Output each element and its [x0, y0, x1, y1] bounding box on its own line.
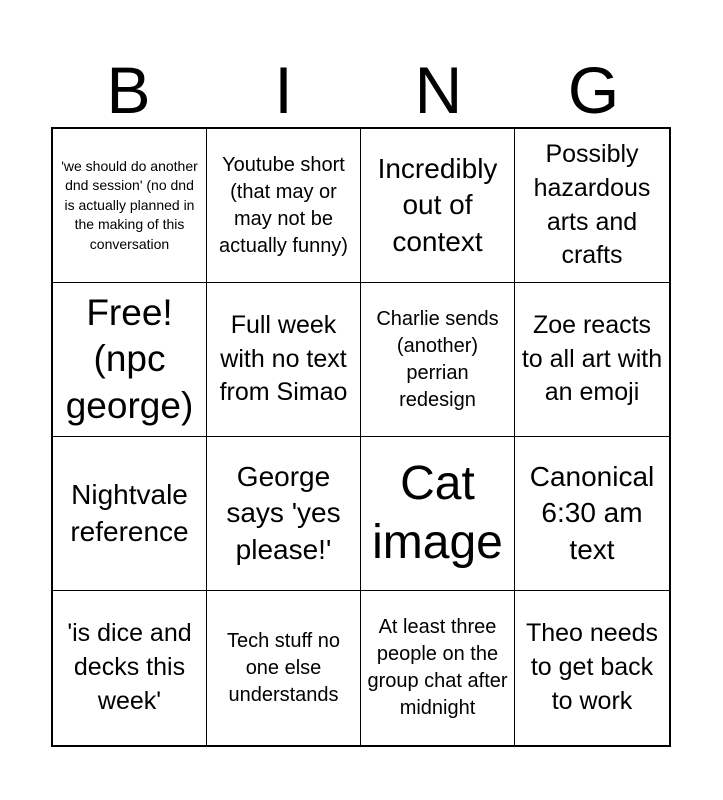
bingo-cell-r3c3[interactable]: Cat image — [361, 437, 515, 591]
bingo-cell-r4c2[interactable]: Tech stuff no one else understands — [207, 591, 361, 745]
bingo-cell-r2c3[interactable]: Charlie sends (another) perrian redesign — [361, 283, 515, 437]
bingo-cell-r3c4[interactable]: Canonical 6:30 am text — [515, 437, 669, 591]
header-letter-g: G — [567, 53, 620, 127]
header-letter-i: I — [274, 53, 293, 127]
bingo-cell-r3c2[interactable]: George says 'yes please!' — [207, 437, 361, 591]
header-letter-n: N — [414, 53, 463, 127]
bingo-cell-r1c2[interactable]: Youtube short (that may or may not be actually funny) — [207, 129, 361, 283]
bingo-cell-r2c1[interactable]: Free! (npc george) — [53, 283, 207, 437]
header-letter-b: B — [106, 53, 151, 127]
bingo-cell-r3c1[interactable]: Nightvale reference — [53, 437, 207, 591]
bingo-board — [51, 127, 671, 747]
bingo-header — [51, 52, 671, 128]
bingo-cell-r2c4[interactable]: Zoe reacts to all art with an emoji — [515, 283, 669, 437]
bingo-cell-r4c1[interactable]: 'is dice and decks this week' — [53, 591, 207, 745]
bingo-cell-r1c1[interactable]: 'we should do another dnd session' (no dnd is actually planned in the making of this conversation — [53, 129, 207, 283]
bingo-cell-r4c4[interactable]: Theo needs to get back to work — [525, 619, 659, 715]
bingo-cell-r1c3[interactable]: Incredibly out of context — [361, 129, 515, 283]
bingo-cell-r2c2[interactable]: Full week with no text from Simao — [207, 283, 361, 437]
bingo-cell-r1c4[interactable]: Possibly hazardous arts and crafts — [515, 129, 669, 283]
bingo-cell-r4c3[interactable]: At least three people on the group chat after midnight — [361, 591, 515, 745]
